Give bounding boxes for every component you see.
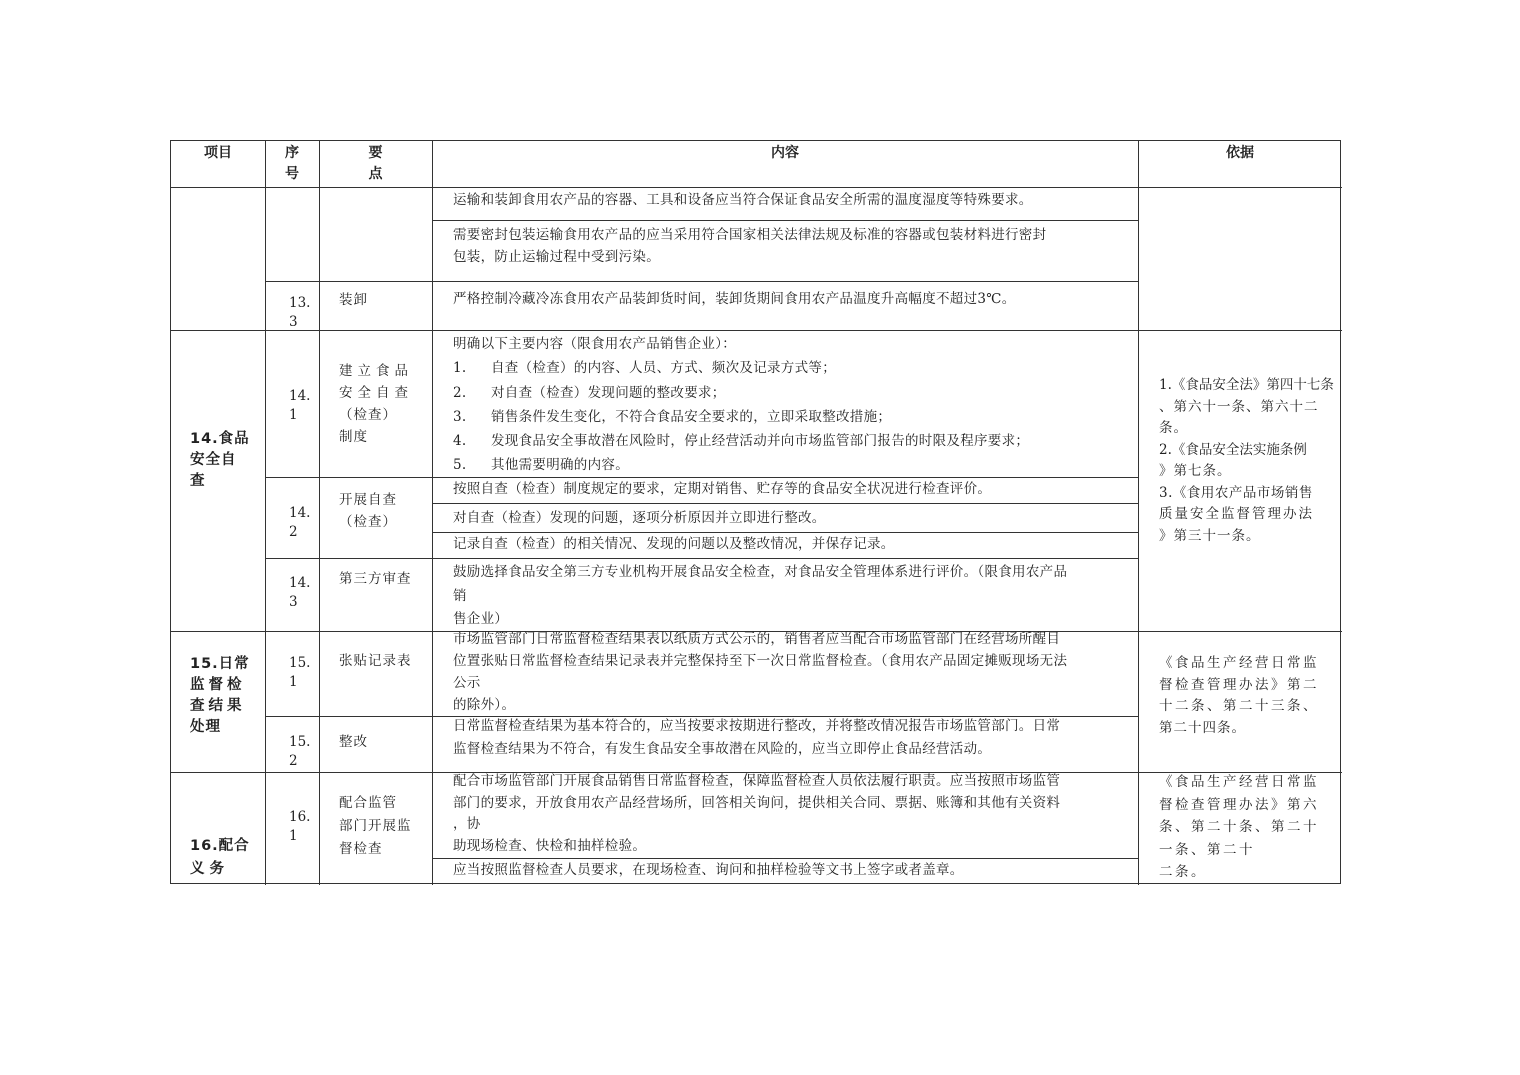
project-line: 处理 <box>190 719 221 735</box>
list-text: 销售条件发生变化，不符合食品安全要求的，立即采取整改措施； <box>491 408 892 425</box>
content-cell <box>453 225 1133 268</box>
seq-line: 15. <box>289 655 311 671</box>
point-line: 制度 <box>339 429 368 445</box>
content-cell <box>453 561 1135 632</box>
content-cell <box>453 715 1135 761</box>
seq-line: 3 <box>289 594 298 610</box>
project-cell-15 <box>190 654 262 738</box>
basis-line: 》第三十一条。 <box>1159 527 1261 544</box>
row-divider <box>265 558 1138 559</box>
list-number: 1. <box>453 360 467 377</box>
point-cell <box>339 489 431 533</box>
header-project: 项目 <box>204 145 232 161</box>
basis-line: 二条。 <box>1159 864 1207 880</box>
seq-cell <box>289 733 319 771</box>
project-line: 安全自 <box>190 452 237 468</box>
content-line: 部门的要求，开放食用农产品经营场所，回答相关询问，提供相关合同、票据、账簿和其他有关资料 <box>453 794 1061 811</box>
row-divider <box>432 858 1138 859</box>
basis-cell-16 <box>1159 771 1339 884</box>
basis-line: 《食品生产经营日常监 <box>1159 774 1319 790</box>
point-line: 建立食品 <box>339 363 413 379</box>
header-seq <box>265 143 319 185</box>
content-cell: 运输和装卸食用农产品的容器、工具和设备应当符合保证食品安全所需的温度湿度等特殊要求。 <box>453 192 1033 208</box>
seq-cell <box>289 504 319 542</box>
list-item <box>453 453 1133 477</box>
basis-line: 1.《食品安全法》第四十七条 <box>1159 377 1334 393</box>
point-line: （检查） <box>339 407 397 423</box>
seq-cell <box>289 294 319 332</box>
project-line: 查结果 <box>190 698 246 714</box>
seq-line: 1 <box>289 674 298 690</box>
seq-line: 1 <box>289 407 298 423</box>
point-line: （检查） <box>339 514 397 530</box>
basis-line: 督检查管理办法》第六 <box>1159 796 1319 813</box>
content-line: 明确以下主要内容（限食用农产品销售企业）： <box>453 336 737 352</box>
list-text: 其他需要明确的内容。 <box>491 457 629 474</box>
header-seq-line: 序 <box>285 145 299 161</box>
content-cell: 按照自查（检查）制度规定的要求，定期对销售、贮存等的食品安全状况进行检查评价。 <box>453 481 992 497</box>
point-cell: 装卸 <box>339 292 368 308</box>
basis-cell-14 <box>1159 375 1339 547</box>
seq-line: 2 <box>289 524 298 540</box>
header-seq-line: 号 <box>285 166 299 182</box>
header-basis: 依据 <box>1226 145 1254 161</box>
basis-line: 3.《食用农产品市场销售 <box>1159 484 1313 501</box>
seq-line: 16. <box>289 809 311 825</box>
basis-line: 、第六十一条、第六十二 <box>1159 398 1319 415</box>
list-number: 3. <box>453 408 467 425</box>
seq-line: 14. <box>289 575 311 591</box>
inspection-table <box>170 140 1341 884</box>
list-number: 4. <box>453 433 467 450</box>
col-divider <box>265 141 266 885</box>
seq-line: 3 <box>289 314 298 330</box>
point-cell <box>339 360 431 448</box>
point-line: 部门开展监 <box>339 818 412 834</box>
seq-cell <box>289 654 319 692</box>
seq-line: 14. <box>289 505 311 521</box>
point-line: 安全自查 <box>339 385 413 401</box>
project-line: 16.配合 <box>190 838 250 854</box>
seq-line: 15. <box>289 734 311 750</box>
basis-line: 2.《食品安全法实施条例 <box>1159 441 1307 458</box>
basis-line: 一条、第二十 <box>1159 841 1255 858</box>
content-line: 售企业） <box>453 611 509 627</box>
col-divider <box>319 141 320 885</box>
project-line: 查 <box>190 473 206 489</box>
point-cell: 张贴记录表 <box>339 653 412 669</box>
point-line: 督检查 <box>339 841 383 857</box>
content-line: 监督检查结果为不符合，有发生食品安全事故潜在风险的，应当立即停止食品经营活动。 <box>453 741 992 757</box>
project-line: 14.食品 <box>190 431 250 447</box>
section-divider <box>171 330 1342 331</box>
header-divider <box>171 187 1342 188</box>
content-line: 配合市场监管部门开展食品销售日常监督检查，保障监督检查人员依法履行职责。应当按照市场监管 <box>453 773 1061 789</box>
col-divider <box>432 141 433 885</box>
basis-cell-15 <box>1159 653 1339 739</box>
row-divider <box>265 281 1138 282</box>
point-cell: 第三方审查 <box>339 571 412 587</box>
seq-cell <box>289 808 319 846</box>
content-line: 位置张贴日常监督检查结果记录表并完整保持至下一次日常监督检查。（食用农产品固定摊贩现场无法 <box>453 653 1068 669</box>
basis-line: 条、第二十条、第二十 <box>1159 819 1319 835</box>
content-line: 包装，防止运输过程中受到污染。 <box>453 248 660 265</box>
content-cell <box>453 628 1135 716</box>
content-cell: 严格控制冷藏冷冻食用农产品装卸货时间，装卸货期间食用农产品温度升高幅度不超过3℃。 <box>453 291 1016 307</box>
list-text: 对自查（检查）发现问题的整改要求； <box>491 384 726 401</box>
list-item <box>453 356 1133 380</box>
list-item <box>453 381 1133 405</box>
content-cell: 应当按照监督检查人员要求，在现场检查、询问和抽样检验等文书上签字或者盖章。 <box>453 862 964 878</box>
content-line: ，协 <box>453 816 481 832</box>
point-cell: 整改 <box>339 734 368 750</box>
project-cell-14 <box>190 429 262 492</box>
row-divider <box>432 532 1138 533</box>
basis-line: 《食品生产经营日常监 <box>1159 655 1319 671</box>
header-content: 内容 <box>771 145 799 161</box>
header-point-line: 要 <box>368 145 383 161</box>
content-line: 市场监管部门日常监督检查结果表以纸质方式公示的，销售者应当配合市场监管部门在经营场所醒目 <box>453 631 1061 647</box>
list-number: 5. <box>453 457 467 474</box>
row-divider <box>432 220 1138 221</box>
content-line: 销 <box>453 587 467 604</box>
content-cell <box>453 332 1133 478</box>
row-divider <box>432 503 1138 504</box>
point-line: 开展自查 <box>339 492 397 508</box>
basis-line: 》第七条。 <box>1159 463 1232 479</box>
content-line: 公示 <box>453 675 481 691</box>
seq-line: 2 <box>289 753 298 769</box>
list-number: 2. <box>453 384 467 401</box>
project-line: 义务 <box>190 861 229 877</box>
seq-line: 1 <box>289 828 298 844</box>
seq-cell <box>289 574 319 612</box>
basis-line: 督检查管理办法》第二 <box>1159 676 1319 693</box>
list-item <box>453 429 1133 453</box>
content-line: 鼓励选择食品安全第三方专业机构开展食品安全检查，对食品安全管理体系进行评价。（限食用农产品 <box>453 564 1068 580</box>
project-line: 监督检 <box>190 677 246 693</box>
basis-line: 质量安全监督管理办法 <box>1159 506 1314 522</box>
list-text: 发现食品安全事故潜在风险时，停止经营活动并向市场监管部门报告的时限及程序要求； <box>491 433 1030 450</box>
header-point-line: 点 <box>368 166 383 182</box>
basis-line: 第二十四条。 <box>1159 719 1246 736</box>
content-cell <box>453 771 1135 857</box>
list-item <box>453 405 1133 429</box>
content-line: 助现场检查、快检和抽样检验。 <box>453 837 647 854</box>
seq-cell <box>289 387 319 425</box>
content-cell: 记录自查（检查）的相关情况、发现的问题以及整改情况，并保存记录。 <box>453 536 895 552</box>
content-line: 日常监督检查结果为基本符合的，应当按要求按期进行整改，并将整改情况报告市场监管部门。日常 <box>453 718 1061 734</box>
header-point <box>319 143 432 185</box>
point-line: 配合监管 <box>339 795 397 811</box>
project-cell-16 <box>190 835 262 881</box>
basis-line: 条。 <box>1159 420 1188 436</box>
seq-line: 14. <box>289 388 311 404</box>
col-divider <box>1138 141 1139 885</box>
content-line: 需要密封包装运输食用农产品的应当采用符合国家相关法律法规及标准的容器或包装材料进行密封 <box>453 227 1047 243</box>
content-cell: 对自查（检查）发现的问题，逐项分析原因并立即进行整改。 <box>453 510 826 526</box>
project-line: 15.日常 <box>190 656 250 672</box>
seq-line: 13. <box>289 295 311 311</box>
content-line: 的除外）。 <box>453 697 516 713</box>
list-text: 自查（检查）的内容、人员、方式、频次及记录方式等； <box>491 360 836 377</box>
basis-line: 十二条、第二十三条、 <box>1159 698 1319 714</box>
point-cell <box>339 792 431 861</box>
